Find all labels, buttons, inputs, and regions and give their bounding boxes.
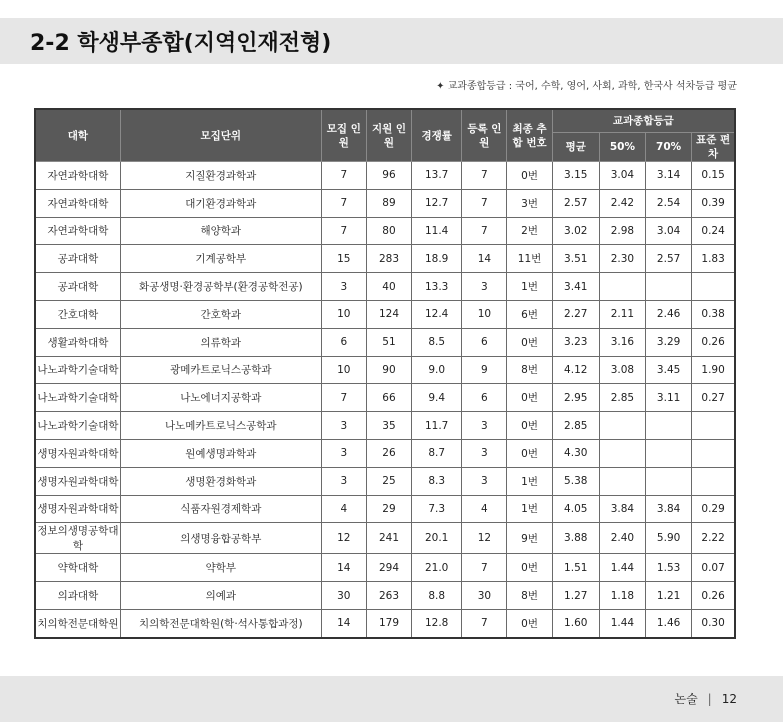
- cell-unit: 간호학과: [120, 300, 321, 328]
- cell-college: 생명자원과학대학: [35, 495, 120, 523]
- cell-p70: 3.04: [646, 217, 692, 245]
- cell-enrolled: 14: [462, 245, 507, 273]
- cell-final-rank: 0번: [507, 162, 552, 190]
- header-ratio: 경쟁률: [412, 109, 462, 162]
- cell-p70: 1.21: [646, 582, 692, 610]
- cell-applicants: 241: [366, 523, 411, 554]
- header-applicants: 지원 인원: [366, 109, 411, 162]
- cell-std: [692, 412, 735, 440]
- cell-std: 1.83: [692, 245, 735, 273]
- cell-unit: 의예과: [120, 582, 321, 610]
- cell-p70: 1.46: [646, 609, 692, 637]
- cell-college: 공과대학: [35, 273, 120, 301]
- cell-avg: 4.12: [552, 356, 599, 384]
- table-row: [35, 412, 735, 440]
- cell-college: 치의학전문대학원: [35, 609, 120, 637]
- cell-final-rank: 0번: [507, 328, 552, 356]
- cell-p70: 1.53: [646, 554, 692, 582]
- cell-std: 0.38: [692, 300, 735, 328]
- cell-final-rank: 0번: [507, 439, 552, 467]
- table-row: [35, 467, 735, 495]
- cell-quota: 7: [321, 189, 366, 217]
- cell-unit: 화공생명·환경공학부(환경공학전공): [120, 273, 321, 301]
- cell-ratio: 13.7: [412, 162, 462, 190]
- cell-ratio: 13.3: [412, 273, 462, 301]
- footer-section: 논술: [674, 692, 698, 706]
- cell-p50: 3.08: [599, 356, 645, 384]
- cell-final-rank: 0번: [507, 412, 552, 440]
- cell-p50: 1.44: [599, 554, 645, 582]
- cell-enrolled: 3: [462, 412, 507, 440]
- cell-college: 간호대학: [35, 300, 120, 328]
- cell-quota: 14: [321, 554, 366, 582]
- page-title: 2-2 학생부종합(지역인재전형): [30, 31, 332, 56]
- cell-unit: 치의학전문대학원(학·석사통합과정): [120, 609, 321, 637]
- cell-p50: 2.40: [599, 523, 645, 554]
- cell-p70: [646, 439, 692, 467]
- cell-p70: [646, 467, 692, 495]
- cell-p70: [646, 412, 692, 440]
- cell-quota: 7: [321, 162, 366, 190]
- cell-college: 생활과학대학: [35, 328, 120, 356]
- title-band: [0, 18, 783, 64]
- cell-enrolled: 7: [462, 162, 507, 190]
- cell-enrolled: 30: [462, 582, 507, 610]
- table-row: [35, 162, 735, 190]
- footer: [674, 690, 737, 707]
- cell-p70: 2.46: [646, 300, 692, 328]
- cell-enrolled: 3: [462, 439, 507, 467]
- cell-std: 0.26: [692, 328, 735, 356]
- cell-p50: 3.84: [599, 495, 645, 523]
- cell-ratio: 12.4: [412, 300, 462, 328]
- cell-applicants: 294: [366, 554, 411, 582]
- header-std: 표준 편차: [692, 133, 735, 162]
- cell-final-rank: 6번: [507, 300, 552, 328]
- table-row: [35, 356, 735, 384]
- cell-quota: 6: [321, 328, 366, 356]
- cell-final-rank: 2번: [507, 217, 552, 245]
- table-row: [35, 554, 735, 582]
- cell-college: 약학대학: [35, 554, 120, 582]
- cell-p50: 2.85: [599, 384, 645, 412]
- cell-enrolled: 7: [462, 554, 507, 582]
- cell-avg: 3.41: [552, 273, 599, 301]
- cell-final-rank: 0번: [507, 554, 552, 582]
- footer-separator: |: [707, 692, 712, 706]
- cell-avg: 1.60: [552, 609, 599, 637]
- cell-p70: 5.90: [646, 523, 692, 554]
- cell-std: 0.07: [692, 554, 735, 582]
- cell-ratio: 8.3: [412, 467, 462, 495]
- cell-unit: 의류학과: [120, 328, 321, 356]
- cell-ratio: 20.1: [412, 523, 462, 554]
- cell-avg: 5.38: [552, 467, 599, 495]
- cell-quota: 15: [321, 245, 366, 273]
- cell-p50: 1.18: [599, 582, 645, 610]
- cell-ratio: 11.4: [412, 217, 462, 245]
- cell-p50: 1.44: [599, 609, 645, 637]
- cell-std: 0.39: [692, 189, 735, 217]
- cell-applicants: 283: [366, 245, 411, 273]
- cell-quota: 12: [321, 523, 366, 554]
- header-grade-group: 교과종합등급: [552, 109, 735, 133]
- cell-std: [692, 467, 735, 495]
- cell-enrolled: 4: [462, 495, 507, 523]
- cell-enrolled: 7: [462, 189, 507, 217]
- cell-unit: 대기환경과학과: [120, 189, 321, 217]
- cell-enrolled: 12: [462, 523, 507, 554]
- cell-avg: 3.02: [552, 217, 599, 245]
- cell-ratio: 8.5: [412, 328, 462, 356]
- cell-p50: [599, 273, 645, 301]
- cell-unit: 약학부: [120, 554, 321, 582]
- table-body: [35, 162, 735, 638]
- cell-avg: 1.27: [552, 582, 599, 610]
- cell-unit: 기계공학부: [120, 245, 321, 273]
- cell-quota: 4: [321, 495, 366, 523]
- cell-p50: 3.04: [599, 162, 645, 190]
- cell-enrolled: 6: [462, 384, 507, 412]
- cell-applicants: 25: [366, 467, 411, 495]
- cell-unit: 식품자원경제학과: [120, 495, 321, 523]
- cell-p50: [599, 412, 645, 440]
- cell-final-rank: 9번: [507, 523, 552, 554]
- cell-std: 1.90: [692, 356, 735, 384]
- cell-std: 0.24: [692, 217, 735, 245]
- header-enrolled: 등록 인원: [462, 109, 507, 162]
- cell-college: 자연과학대학: [35, 162, 120, 190]
- cell-avg: 1.51: [552, 554, 599, 582]
- cell-avg: 4.05: [552, 495, 599, 523]
- cell-applicants: 40: [366, 273, 411, 301]
- cell-std: 2.22: [692, 523, 735, 554]
- cell-avg: 3.15: [552, 162, 599, 190]
- cell-p50: 2.98: [599, 217, 645, 245]
- cell-enrolled: 10: [462, 300, 507, 328]
- cell-unit: 나노메카트로닉스공학과: [120, 412, 321, 440]
- cell-college: 정보의생명공학대학: [35, 523, 120, 554]
- cell-final-rank: 1번: [507, 273, 552, 301]
- cell-final-rank: 1번: [507, 467, 552, 495]
- cell-unit: 해양학과: [120, 217, 321, 245]
- table-row: [35, 328, 735, 356]
- cell-ratio: 8.7: [412, 439, 462, 467]
- cell-avg: 2.27: [552, 300, 599, 328]
- cell-quota: 3: [321, 467, 366, 495]
- cell-quota: 10: [321, 300, 366, 328]
- table-row: [35, 217, 735, 245]
- cell-final-rank: 3번: [507, 189, 552, 217]
- cell-applicants: 66: [366, 384, 411, 412]
- cell-avg: 3.51: [552, 245, 599, 273]
- cell-unit: 의생명융합공학부: [120, 523, 321, 554]
- admission-results-table: [34, 108, 736, 639]
- cell-ratio: 12.7: [412, 189, 462, 217]
- cell-final-rank: 11번: [507, 245, 552, 273]
- cell-unit: 원예생명과학과: [120, 439, 321, 467]
- table-row: [35, 245, 735, 273]
- cell-applicants: 124: [366, 300, 411, 328]
- cell-quota: 14: [321, 609, 366, 637]
- cell-applicants: 80: [366, 217, 411, 245]
- cell-college: 의과대학: [35, 582, 120, 610]
- cell-avg: 3.23: [552, 328, 599, 356]
- cell-std: 0.26: [692, 582, 735, 610]
- table-row: [35, 300, 735, 328]
- cell-enrolled: 3: [462, 467, 507, 495]
- cell-p70: 3.84: [646, 495, 692, 523]
- cell-std: [692, 273, 735, 301]
- cell-p70: [646, 273, 692, 301]
- cell-quota: 7: [321, 217, 366, 245]
- cell-p50: 3.16: [599, 328, 645, 356]
- cell-avg: 3.88: [552, 523, 599, 554]
- cell-unit: 지질환경과학과: [120, 162, 321, 190]
- header-avg: 평균: [552, 133, 599, 162]
- cell-applicants: 26: [366, 439, 411, 467]
- cell-college: 자연과학대학: [35, 189, 120, 217]
- cell-p50: 2.11: [599, 300, 645, 328]
- cell-final-rank: 1번: [507, 495, 552, 523]
- cell-applicants: 35: [366, 412, 411, 440]
- cell-quota: 3: [321, 439, 366, 467]
- cell-college: 생명자원과학대학: [35, 467, 120, 495]
- cell-ratio: 18.9: [412, 245, 462, 273]
- cell-avg: 2.57: [552, 189, 599, 217]
- table-row: [35, 384, 735, 412]
- cell-ratio: 12.8: [412, 609, 462, 637]
- cell-std: 0.27: [692, 384, 735, 412]
- cell-ratio: 9.4: [412, 384, 462, 412]
- table-row: [35, 189, 735, 217]
- grade-note: ✦ 교과종합등급 : 국어, 수학, 영어, 사회, 과학, 한국사 석차등급 평균: [436, 81, 737, 92]
- cell-quota: 3: [321, 273, 366, 301]
- footer-band: [0, 676, 783, 722]
- table-row: [35, 495, 735, 523]
- cell-avg: 2.95: [552, 384, 599, 412]
- cell-final-rank: 0번: [507, 609, 552, 637]
- cell-ratio: 11.7: [412, 412, 462, 440]
- cell-p70: 3.14: [646, 162, 692, 190]
- cell-quota: 30: [321, 582, 366, 610]
- table-row: [35, 523, 735, 554]
- cell-applicants: 263: [366, 582, 411, 610]
- cell-applicants: 51: [366, 328, 411, 356]
- table-row: [35, 273, 735, 301]
- cell-quota: 10: [321, 356, 366, 384]
- header-final-rank: 최종 추합 번호: [507, 109, 552, 162]
- cell-ratio: 9.0: [412, 356, 462, 384]
- cell-p50: 2.30: [599, 245, 645, 273]
- cell-enrolled: 9: [462, 356, 507, 384]
- cell-std: 0.30: [692, 609, 735, 637]
- cell-applicants: 89: [366, 189, 411, 217]
- cell-final-rank: 0번: [507, 384, 552, 412]
- table-row: [35, 609, 735, 637]
- cell-p70: 3.11: [646, 384, 692, 412]
- header-unit: 모집단위: [120, 109, 321, 162]
- cell-quota: 7: [321, 384, 366, 412]
- cell-applicants: 29: [366, 495, 411, 523]
- cell-college: 나노과학기술대학: [35, 356, 120, 384]
- cell-p50: 2.42: [599, 189, 645, 217]
- cell-p70: 2.57: [646, 245, 692, 273]
- cell-applicants: 96: [366, 162, 411, 190]
- cell-p50: [599, 439, 645, 467]
- cell-college: 공과대학: [35, 245, 120, 273]
- cell-enrolled: 7: [462, 609, 507, 637]
- cell-ratio: 21.0: [412, 554, 462, 582]
- cell-p70: 2.54: [646, 189, 692, 217]
- cell-p70: 3.45: [646, 356, 692, 384]
- cell-avg: 4.30: [552, 439, 599, 467]
- header-quota: 모집 인원: [321, 109, 366, 162]
- cell-college: 나노과학기술대학: [35, 384, 120, 412]
- cell-college: 생명자원과학대학: [35, 439, 120, 467]
- cell-college: 자연과학대학: [35, 217, 120, 245]
- cell-unit: 생명환경화학과: [120, 467, 321, 495]
- cell-applicants: 179: [366, 609, 411, 637]
- table-row: [35, 439, 735, 467]
- header-college: 대학: [35, 109, 120, 162]
- cell-final-rank: 8번: [507, 356, 552, 384]
- cell-p50: [599, 467, 645, 495]
- cell-std: [692, 439, 735, 467]
- cell-std: 0.15: [692, 162, 735, 190]
- cell-unit: 나노에너지공학과: [120, 384, 321, 412]
- cell-college: 나노과학기술대학: [35, 412, 120, 440]
- cell-enrolled: 3: [462, 273, 507, 301]
- cell-enrolled: 6: [462, 328, 507, 356]
- cell-final-rank: 8번: [507, 582, 552, 610]
- cell-p70: 3.29: [646, 328, 692, 356]
- header-p70: 70%: [646, 133, 692, 162]
- cell-enrolled: 7: [462, 217, 507, 245]
- header-p50: 50%: [599, 133, 645, 162]
- cell-quota: 3: [321, 412, 366, 440]
- cell-applicants: 90: [366, 356, 411, 384]
- table-row: [35, 582, 735, 610]
- page-number: 12: [721, 692, 737, 706]
- cell-std: 0.29: [692, 495, 735, 523]
- cell-ratio: 7.3: [412, 495, 462, 523]
- cell-unit: 광메카트로닉스공학과: [120, 356, 321, 384]
- cell-avg: 2.85: [552, 412, 599, 440]
- cell-ratio: 8.8: [412, 582, 462, 610]
